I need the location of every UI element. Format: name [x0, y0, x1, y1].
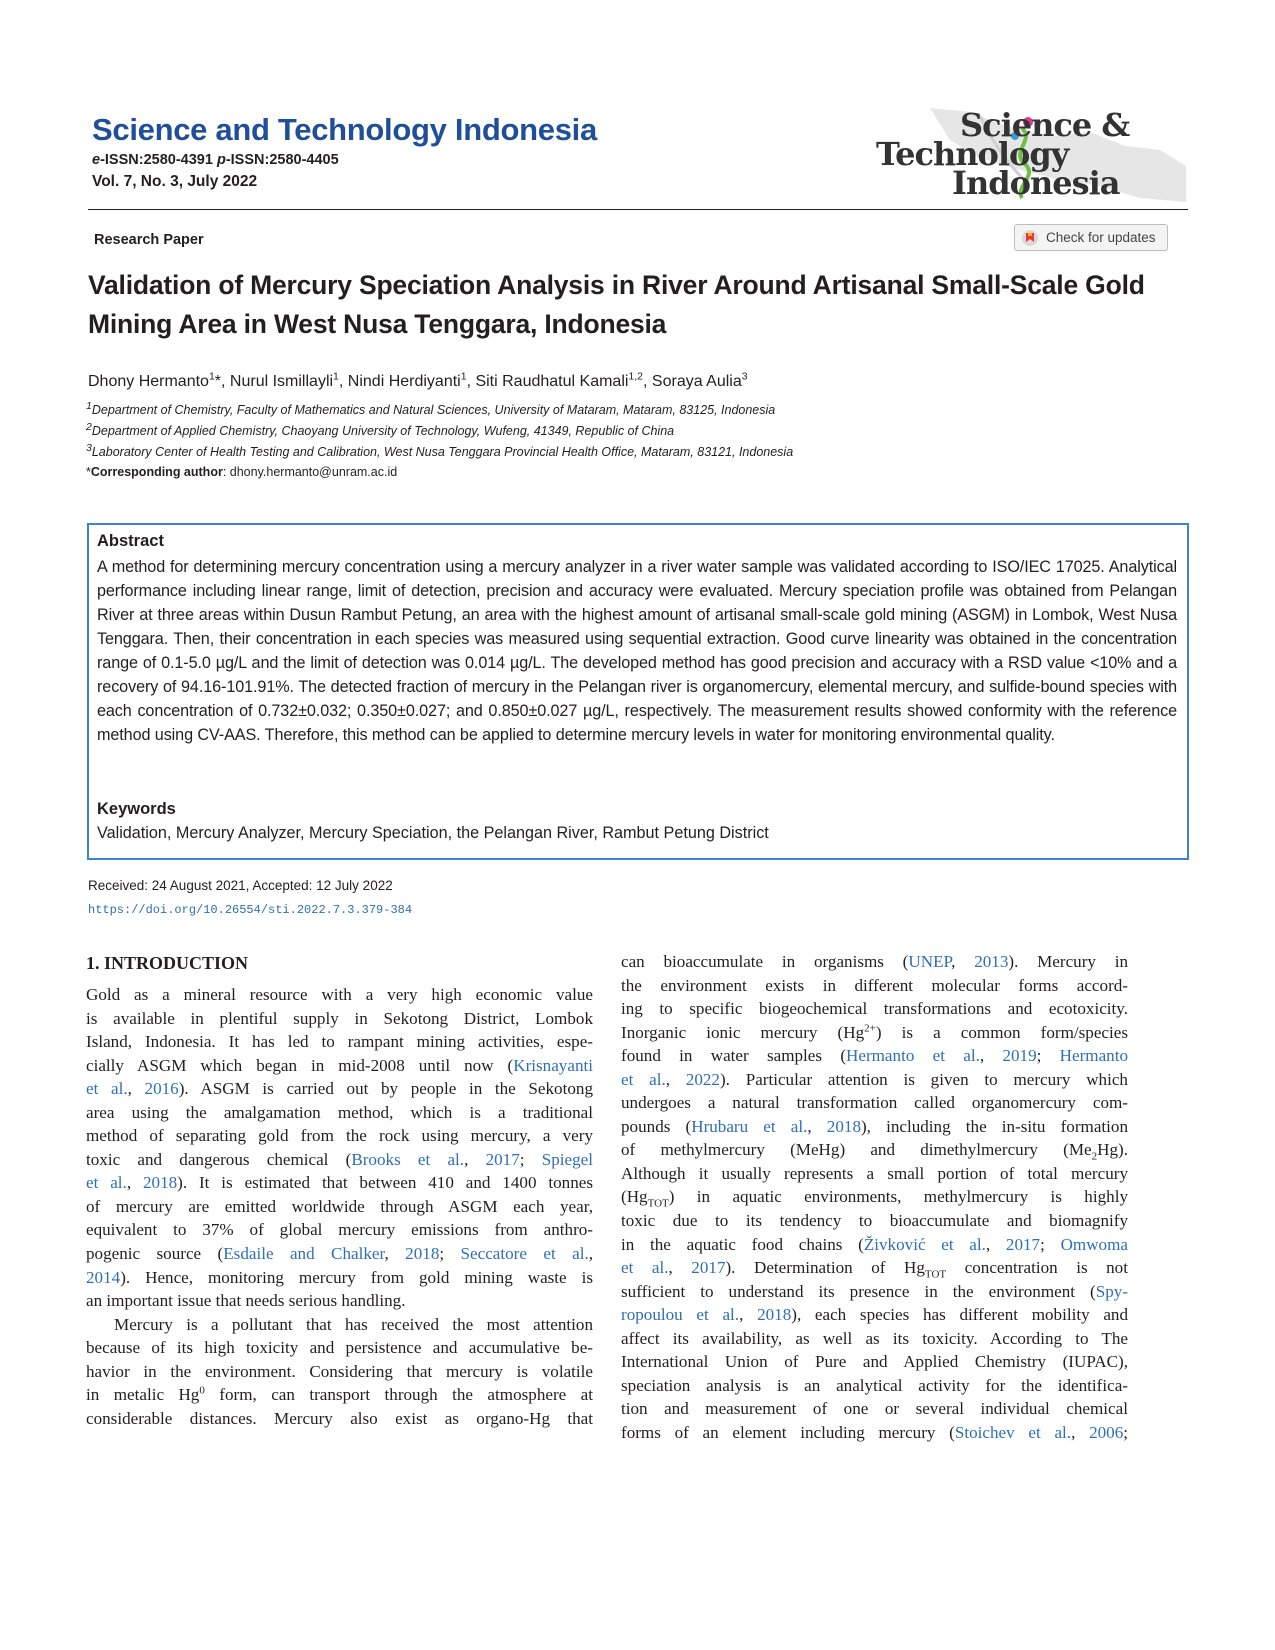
citation-link[interactable]: Brooks et al. — [351, 1149, 465, 1169]
text-span: of methylmercury (MeHg) and dimethylmercury (Me — [621, 1140, 1092, 1160]
affiliation-3 — [86, 441, 794, 459]
text-line: method of separating gold from the rock using mercury, a very — [86, 1126, 593, 1146]
keywords-text: Validation, Mercury Analyzer, Mercury Speciation, the Pelangan River, Rambut Petung District — [97, 824, 769, 842]
citation-year-link[interactable]: 2014 — [86, 1267, 121, 1287]
abstract-heading: Abstract — [97, 532, 164, 550]
citation-year-link[interactable]: 2018 — [757, 1305, 792, 1325]
text-line: havior in the environment. Considering that mercury is volatile — [86, 1361, 593, 1381]
logo-text-technology: Technology — [876, 135, 1069, 173]
author-name: Soraya Aulia — [651, 373, 742, 390]
corresponding-label: Corresponding author — [90, 465, 223, 479]
text-span: ; — [439, 1244, 461, 1264]
citation-link[interactable]: Omwoma — [1060, 1234, 1128, 1254]
text-line — [621, 1068, 1128, 1092]
citation-link[interactable]: et al. — [86, 1079, 128, 1099]
citation-year-link[interactable]: 2017 — [1005, 1234, 1041, 1254]
author-affiliation-mark: 1,2 — [628, 370, 644, 383]
subscript: 2 — [1091, 1150, 1098, 1163]
author-name: Siti Raudhatul Kamali — [475, 373, 629, 390]
pissn-prefix: p — [216, 152, 226, 168]
text-line — [621, 950, 1128, 974]
citation-link[interactable]: et al. — [621, 1258, 669, 1278]
text-line: undergoes a natural transformation called organomercury com- — [621, 1093, 1128, 1113]
section-heading-introduction: 1. INTRODUCTION — [86, 953, 249, 973]
text-span: ). Hence, monitoring mercury from gold mining waste is — [120, 1267, 593, 1287]
text-span: ). Determination of Hg — [725, 1258, 925, 1278]
text-span: ; — [1040, 1234, 1061, 1254]
volume-issue: Vol. 7, No. 3, July 2022 — [92, 173, 258, 190]
body-column-right — [621, 950, 1128, 1444]
citation-link[interactable]: Hermanto — [1059, 1046, 1129, 1066]
text-span: , — [384, 1244, 406, 1264]
text-span: , — [951, 952, 975, 971]
text-line — [86, 1242, 593, 1266]
doi-link[interactable]: https://doi.org/10.26554/sti.2022.7.3.379-384 — [88, 903, 413, 917]
eissn-prefix: e — [92, 152, 101, 168]
check-for-updates-label: Check for updates — [1046, 230, 1156, 245]
citation-year-link[interactable]: 2017 — [485, 1149, 520, 1169]
paper-title: Validation of Mercury Speciation Analysis in River Around Artisanal Small-Scale Gold Mining Area in West Nusa Tenggara, Indonesia — [88, 270, 1145, 339]
text-line: of mercury are emitted worldwide through ASGM each year, — [86, 1196, 593, 1216]
subscript: TOT — [647, 1197, 669, 1210]
text-span: ) in aquatic environments, methylmercury is highly — [668, 1187, 1128, 1207]
text-line — [621, 1185, 1128, 1209]
text-span: concentration is not — [946, 1258, 1128, 1278]
eissn: -ISSN:2580-4391 — [100, 152, 213, 168]
citation-year-link[interactable]: 2017 — [691, 1258, 726, 1278]
journal-title: Science and Technology Indonesia — [92, 112, 597, 147]
text-span: (Hg — [621, 1187, 648, 1207]
text-span: , — [979, 1046, 1003, 1066]
text-span: ). It is estimated that between 410 and 1400 tonnes — [177, 1173, 593, 1193]
text-line — [621, 1280, 1128, 1304]
text-line: is available in plentiful supply in Sekotong District, Lombok — [86, 1008, 593, 1028]
text-line: an important issue that needs serious handling. — [86, 1291, 406, 1311]
text-span: can bioaccumulate in organisms ( — [621, 952, 909, 971]
text-line: Although it usually represents a small portion of total mercury — [621, 1163, 1128, 1183]
citation-year-link[interactable]: 2022 — [685, 1069, 720, 1089]
logo-text-science: Science & — [960, 106, 1130, 144]
text-span: Inorganic ionic mercury (Hg — [621, 1022, 865, 1042]
text-line — [86, 1077, 593, 1101]
text-line — [621, 1138, 1128, 1162]
issn-line — [92, 152, 339, 168]
abstract-text: A method for determining mercury concentration using a mercury analyzer in a river water sample was validated according to ISO/IEC 17025. Analytical performance including linear range, limit of detection, precision and accuracy were evaluated. Mercury speciation profile was obtained from Pelangan River at three areas within Dusun Rambut Petung, an area with the highest amount of artisanal small-scale gold mining (ASGM) in Lombok, West Nusa Tenggara. Then, their concentration in each species was measured using sequential extraction. Good curve linearity was obtained in the concentration range of 0.1-5.0 µg/L and the limit of detection was 0.014 µg/L. The developed method has good precision and accuracy with a RSD value <10% and a recovery of 94.16-101.91%. The detected fraction of mercury in the Pelangan river is organomercury, elemental mercury, and sulfide-bound species with each concentration of 0.732±0.032; 0.350±0.027; and 0.850±0.027 µg/L, respectively. The measurement results showed conformity with the reference method using CV-AAS. Therefore, this method can be applied to determine mercury levels in water for monitoring environmental quality. — [97, 558, 1177, 744]
text-span: ). Mercury in — [1008, 952, 1129, 971]
text-line: Gold as a mineral resource with a very high economic value — [86, 985, 593, 1004]
author-separator: , — [643, 373, 652, 390]
author-list — [88, 370, 748, 391]
citation-link[interactable]: Seccatore et al. — [460, 1244, 589, 1264]
superscript: 0 — [199, 1384, 205, 1397]
author-affiliation-mark: 1 — [208, 370, 215, 383]
text-span: , — [127, 1079, 145, 1099]
text-span: ), each species has different mobility and — [791, 1305, 1129, 1325]
body-column-left — [86, 983, 593, 1430]
citation-link[interactable]: Hermanto et al. — [846, 1046, 980, 1066]
text-line: International Union of Pure and Applied Chemistry (IUPAC), — [621, 1352, 1128, 1372]
text-line: Island, Indonesia. It has led to rampant mining activities, espe- — [86, 1032, 593, 1052]
text-span: in the aquatic food chains ( — [621, 1234, 864, 1254]
citation-year-link[interactable]: 2018 — [142, 1173, 178, 1193]
citation-year-link[interactable]: 2018 — [405, 1244, 440, 1264]
text-span: ; — [1123, 1422, 1128, 1442]
received-accepted-dates: Received: 24 August 2021, Accepted: 12 July 2022 — [88, 878, 393, 893]
text-line — [86, 1266, 593, 1290]
text-line: area using the amalgamation method, which is a traditional — [86, 1102, 593, 1122]
author-name: Nindi Herdiyanti — [347, 373, 461, 390]
text-span: ) is a common form/species — [875, 1022, 1129, 1042]
superscript: 2+ — [864, 1021, 876, 1034]
text-line — [86, 1383, 593, 1407]
text-span: cially ASGM which began in mid-2008 until now ( — [86, 1055, 514, 1075]
text-span: pounds ( — [621, 1116, 692, 1136]
text-line — [621, 1233, 1128, 1257]
affiliation-number: 2 — [86, 420, 92, 433]
affiliation-number: 1 — [86, 399, 92, 412]
text-line: speciation analysis is an analytical activity for the identifica- — [621, 1375, 1128, 1395]
text-line — [86, 1054, 593, 1078]
affiliation-text: Department of Applied Chemistry, Chaoyang University of Technology, Wufeng, 41349, Republic of China — [91, 424, 675, 438]
text-span: , — [1071, 1422, 1090, 1442]
corresponding-email[interactable]: : dhony.hermanto@unram.ac.id — [222, 465, 398, 479]
text-line — [621, 1303, 1128, 1327]
citation-link[interactable]: et al. — [621, 1069, 666, 1089]
text-line: ing to specific biogeochemical transformations and ecotoxicity. — [621, 999, 1128, 1019]
author-affiliation-mark: 1 — [333, 370, 339, 383]
corresponding-author — [86, 465, 397, 479]
journal-logo — [876, 106, 1188, 206]
text-span: ; — [519, 1149, 542, 1169]
text-span: found in water samples ( — [621, 1046, 847, 1066]
text-line: Mercury is a pollutant that has received the most attention — [114, 1314, 593, 1334]
affiliation-1 — [86, 399, 776, 417]
paper-type: Research Paper — [94, 232, 204, 248]
author-affiliation-mark: 3 — [741, 370, 748, 383]
text-line: the environment exists in different molecular forms accord- — [621, 975, 1128, 995]
citation-link[interactable]: Spy- — [1095, 1281, 1128, 1301]
text-span: form, can transport through the atmosphere at — [204, 1385, 593, 1405]
text-span: , — [665, 1069, 686, 1089]
citation-year-link[interactable]: 2018 — [826, 1116, 861, 1136]
affiliation-text: Department of Chemistry, Faculty of Mathematics and Natural Sciences, University of Mataram, Mataram, 83125, Indonesia — [91, 403, 776, 417]
text-line — [86, 1148, 593, 1172]
header-divider — [88, 209, 1188, 210]
text-line — [621, 1021, 1128, 1045]
check-for-updates-button[interactable] — [1014, 224, 1168, 251]
text-line: considerable distances. Mercury also exist as organo-Hg that — [86, 1408, 593, 1428]
text-line — [621, 1421, 1128, 1445]
pissn: -ISSN:2580-4405 — [225, 152, 339, 168]
text-line: tion and measurement of one or several individual chemical — [621, 1399, 1128, 1419]
text-line — [86, 1171, 593, 1195]
citation-link[interactable]: UNEP — [908, 952, 952, 971]
text-line: equivalent to 37% of global mercury emissions from anthro- — [86, 1220, 593, 1240]
citation-link[interactable]: Spiegel — [541, 1149, 593, 1169]
text-span: sufficient to understand its presence in the environment ( — [621, 1281, 1096, 1301]
text-span: ). ASGM is carried out by people in the Sekotong — [178, 1079, 593, 1099]
citation-link[interactable]: et al. — [86, 1173, 127, 1193]
author-name: Nurul Ismillayli — [229, 373, 334, 390]
text-line — [621, 1256, 1128, 1280]
citation-year-link[interactable]: 2016 — [144, 1079, 179, 1099]
text-line: toxic due to its tendency to bioaccumulate and biomagnify — [621, 1211, 1128, 1231]
text-line — [621, 1115, 1128, 1139]
citation-year-link[interactable]: 2019 — [1002, 1046, 1037, 1066]
text-span: , — [126, 1173, 143, 1193]
text-span: , — [588, 1244, 594, 1264]
text-span: ). Particular attention is given to mercury which — [719, 1069, 1128, 1089]
author-affiliation-mark: 1 — [460, 370, 467, 383]
subscript: TOT — [924, 1268, 947, 1281]
text-span: toxic and dangerous chemical ( — [86, 1149, 352, 1169]
citation-link[interactable]: Esdaile and Chalker — [223, 1244, 385, 1264]
author-separator: , — [338, 373, 348, 390]
text-line: because of its high toxicity and persistence and accumulative be- — [86, 1338, 593, 1358]
author-name: Dhony Hermanto — [88, 373, 209, 390]
affiliation-number: 3 — [86, 441, 92, 454]
text-line — [621, 1044, 1128, 1068]
citation-year-link[interactable]: 2006 — [1089, 1422, 1124, 1442]
text-span: , — [807, 1116, 827, 1136]
citation-link[interactable]: Hrubaru et al. — [691, 1116, 808, 1136]
text-span: Hg). — [1097, 1140, 1128, 1160]
affiliation-2 — [86, 420, 675, 438]
text-span: pogenic source ( — [86, 1244, 224, 1264]
citation-link[interactable]: Stoichev et al. — [954, 1422, 1072, 1442]
author-separator: , — [466, 373, 476, 390]
text-span: , — [668, 1258, 692, 1278]
text-span: ; — [1036, 1046, 1060, 1066]
citation-year-link[interactable]: 2013 — [974, 952, 1009, 971]
text-span: , — [985, 1234, 1006, 1254]
author-separator: *, — [214, 373, 230, 390]
text-span: , — [739, 1305, 758, 1325]
keywords-heading: Keywords — [97, 800, 176, 818]
affiliation-text: Laboratory Center of Health Testing and Calibration, West Nusa Tenggara Provincial Health Office, Mataram, 83121, Indonesia — [91, 445, 794, 459]
text-span: forms of an element including mercury ( — [621, 1422, 955, 1442]
corresponding-mark: * — [86, 465, 91, 479]
text-span: in metalic Hg — [86, 1385, 200, 1405]
citation-link[interactable]: Živković et al. — [863, 1234, 986, 1254]
citation-link[interactable]: Krisnayanti — [513, 1055, 593, 1075]
crossmark-icon — [1021, 229, 1039, 247]
text-span: ), including the in-situ formation — [860, 1116, 1129, 1136]
citation-link[interactable]: ropoulou et al. — [621, 1305, 740, 1325]
text-line: affect its availability, as well as its toxicity. According to The — [621, 1328, 1128, 1348]
logo-text-indonesia: Indonesia — [952, 164, 1120, 202]
text-span: , — [464, 1149, 486, 1169]
